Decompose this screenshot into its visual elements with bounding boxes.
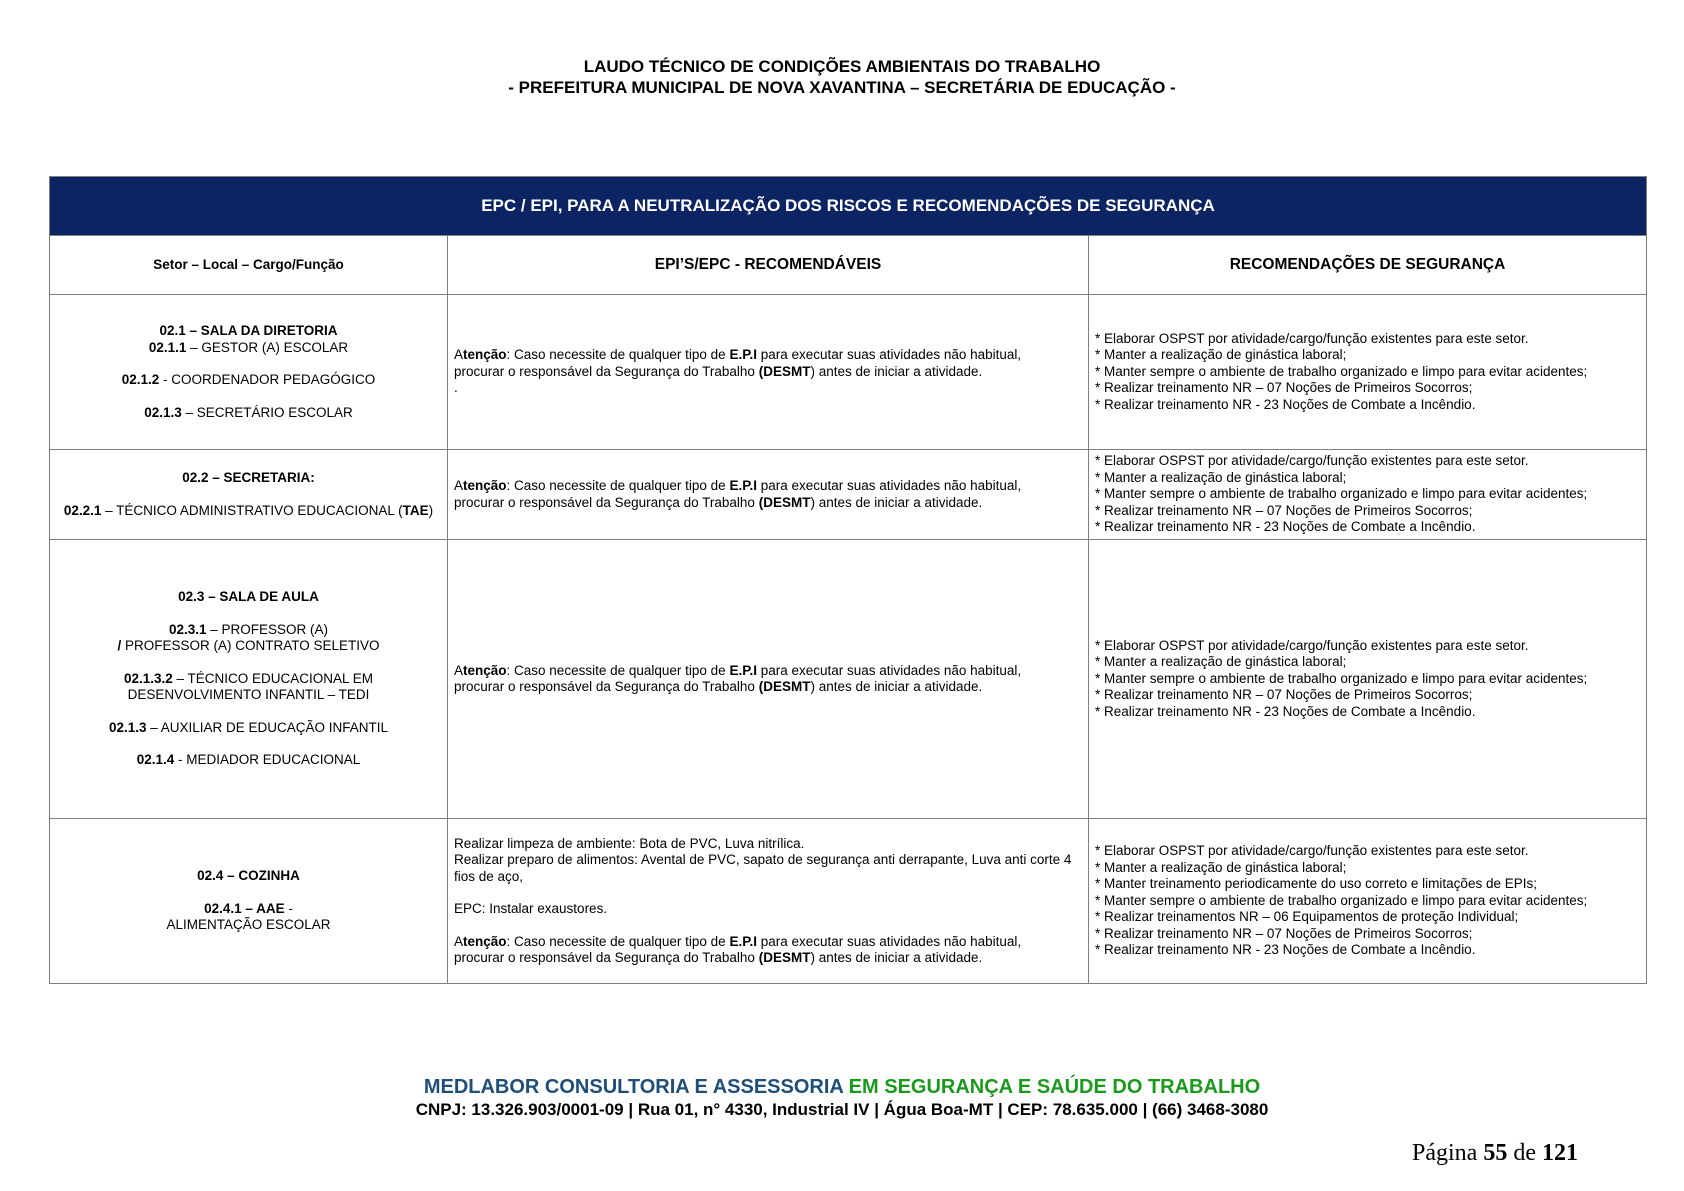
column-header-setor: Setor – Local – Cargo/Função	[50, 236, 448, 295]
footer-company	[0, 1076, 1684, 1099]
atencao-note: Atenção: Caso necessite de qualquer tipo de E.P.I para executar suas atividades não habitual,	[454, 933, 1022, 949]
document-header	[0, 56, 1684, 98]
epi-cell: Realizar limpeza de ambiente: Bota de PVC, Luva nitrílica. Realizar preparo de alimentos: Avental de PVC, sapato de segurança anti derrapante, Luva anti corte 4 fios de aço, EPC: Instalar exaustores. Atenção: Caso necessite de qualquer tipo de E.P.I para executar suas atividades não habitual, procurar o responsável da Segurança do Trabalho (DESMT) antes de iniciar a atividade.	[448, 819, 1089, 984]
recommendations-cell: * Elaborar OSPST por atividade/cargo/função existentes para este setor. * Manter a realização de ginástica laboral; * Manter sempre o ambiente de trabalho organizado e limpo para evitar acidentes; * Realizar treinamento NR – 07 Noções de Primeiros Socorros; * Realizar treinamento NR - 23 Noções de Combate a Incêndio.	[1089, 295, 1647, 450]
table-banner: EPC / EPI, PARA A NEUTRALIZAÇÃO DOS RISCOS E RECOMENDAÇÕES DE SEGURANÇA	[50, 177, 1647, 236]
setor-cell: 02.3 – SALA DE AULA 02.3.1 – PROFESSOR (A) / PROFESSOR (A) CONTRATO SELETIVO 02.1.3.2 – TÉCNICO EDUCACIONAL EM DESENVOLVIMENTO INFANTIL – TEDI 02.1.3 – AUXILIAR DE EDUCAÇÃO INFANTIL 02.1.4 - MEDIADOR EDUCACIONAL	[50, 540, 448, 819]
company-name-green: EM SEGURANÇA E SAÚDE DO TRABALHO	[843, 1076, 1261, 1098]
footer-contact-info: CNPJ: 13.326.903/0001-09 | Rua 01, n° 4330, Industrial IV | Água Boa-MT | CEP: 78.635.000 | (66) 3468-3080	[415, 1100, 1269, 1119]
table-row	[50, 819, 1647, 984]
epi-cell: Atenção: Caso necessite de qualquer tipo de E.P.I para executar suas atividades não habitual, procurar o responsável da Segurança do Trabalho (DESMT) antes de iniciar a atividade.	[448, 540, 1089, 819]
atencao-note: Atenção: Caso necessite de qualquer tipo de E.P.I para executar suas atividades não habitual,	[454, 347, 1022, 363]
atencao-note: Atenção: Caso necessite de qualquer tipo de E.P.I para executar suas atividades não habitual,	[454, 478, 1022, 493]
sector-title: 02.1 – SALA DA DIRETORIA	[159, 323, 338, 338]
table-row	[50, 450, 1647, 540]
setor-cell: 02.4 – COZINHA 02.4.1 – AAE - ALIMENTAÇÃO ESCOLAR	[50, 819, 448, 984]
sector-title: 02.3 – SALA DE AULA	[178, 589, 319, 605]
company-name-blue: MEDLABOR CONSULTORIA E ASSESSORIA	[423, 1076, 844, 1098]
header-subtitle: - PREFEITURA MUNICIPAL DE NOVA XAVANTINA – SECRETÁRIA DE EDUCAÇÃO -	[508, 78, 1176, 97]
table-row	[50, 295, 1647, 450]
recommendations-cell: * Elaborar OSPST por atividade/cargo/função existentes para este setor. * Manter a realização de ginástica laboral; * Manter sempre o ambiente de trabalho organizado e limpo para evitar acidentes; * Realizar treinamento NR – 07 Noções de Primeiros Socorros; * Realizar treinamento NR - 23 Noções de Combate a Incêndio.	[1089, 540, 1647, 819]
sector-title: 02.4 – COZINHA	[197, 868, 300, 884]
header-title: LAUDO TÉCNICO DE CONDIÇÕES AMBIENTAIS DO TRABALHO	[583, 57, 1101, 76]
atencao-note: Atenção: Caso necessite de qualquer tipo de E.P.I para executar suas atividades não habitual,	[454, 662, 1022, 678]
recommendations-cell: * Elaborar OSPST por atividade/cargo/função existentes para este setor. * Manter a realização de ginástica laboral; * Manter treinamento periodicamente do uso correto e limitações de EPIs; * Manter sempre o ambiente de trabalho organizado e limpo para evitar acidentes; * Realizar treinamentos NR – 06 Equipamentos de proteção Individual; * Realizar treinamento NR – 07 Noções de Primeiros Socorros; * Realizar treinamento NR - 23 Noções de Combate a Incêndio.	[1089, 819, 1647, 984]
column-header-epi: EPI’S/EPC - RECOMENDÁVEIS	[448, 236, 1089, 295]
recommendations-table	[49, 176, 1647, 984]
setor-cell: 02.2 – SECRETARIA: 02.2.1 – TÉCNICO ADMINISTRATIVO EDUCACIONAL (TAE)	[50, 450, 448, 540]
table-row	[50, 540, 1647, 819]
epi-cell: Atenção: Caso necessite de qualquer tipo de E.P.I para executar suas atividades não habitual, procurar o responsável da Segurança do Trabalho (DESMT) antes de iniciar a atividade. .	[448, 295, 1089, 450]
sector-title: 02.2 – SECRETARIA:	[182, 470, 315, 485]
recommendations-cell: * Elaborar OSPST por atividade/cargo/função existentes para este setor. * Manter a realização de ginástica laboral; * Manter sempre o ambiente de trabalho organizado e limpo para evitar acidentes; * Realizar treinamento NR – 07 Noções de Primeiros Socorros; * Realizar treinamento NR - 23 Noções de Combate a Incêndio.	[1089, 450, 1647, 540]
page-number: Página 55 de 121	[1412, 1140, 1578, 1166]
epc-note: EPC: Instalar exaustores.	[454, 901, 608, 916]
setor-cell: 02.1 – SALA DA DIRETORIA 02.1.1 – GESTOR (A) ESCOLAR 02.1.2 - COORDENADOR PEDAGÓGICO 02.1.3 – SECRETÁRIO ESCOLAR	[50, 295, 448, 450]
column-header-recomendacoes: RECOMENDAÇÕES DE SEGURANÇA	[1089, 236, 1647, 295]
epi-cell: Atenção: Caso necessite de qualquer tipo de E.P.I para executar suas atividades não habitual, procurar o responsável da Segurança do Trabalho (DESMT) antes de iniciar a atividade.	[448, 450, 1089, 540]
